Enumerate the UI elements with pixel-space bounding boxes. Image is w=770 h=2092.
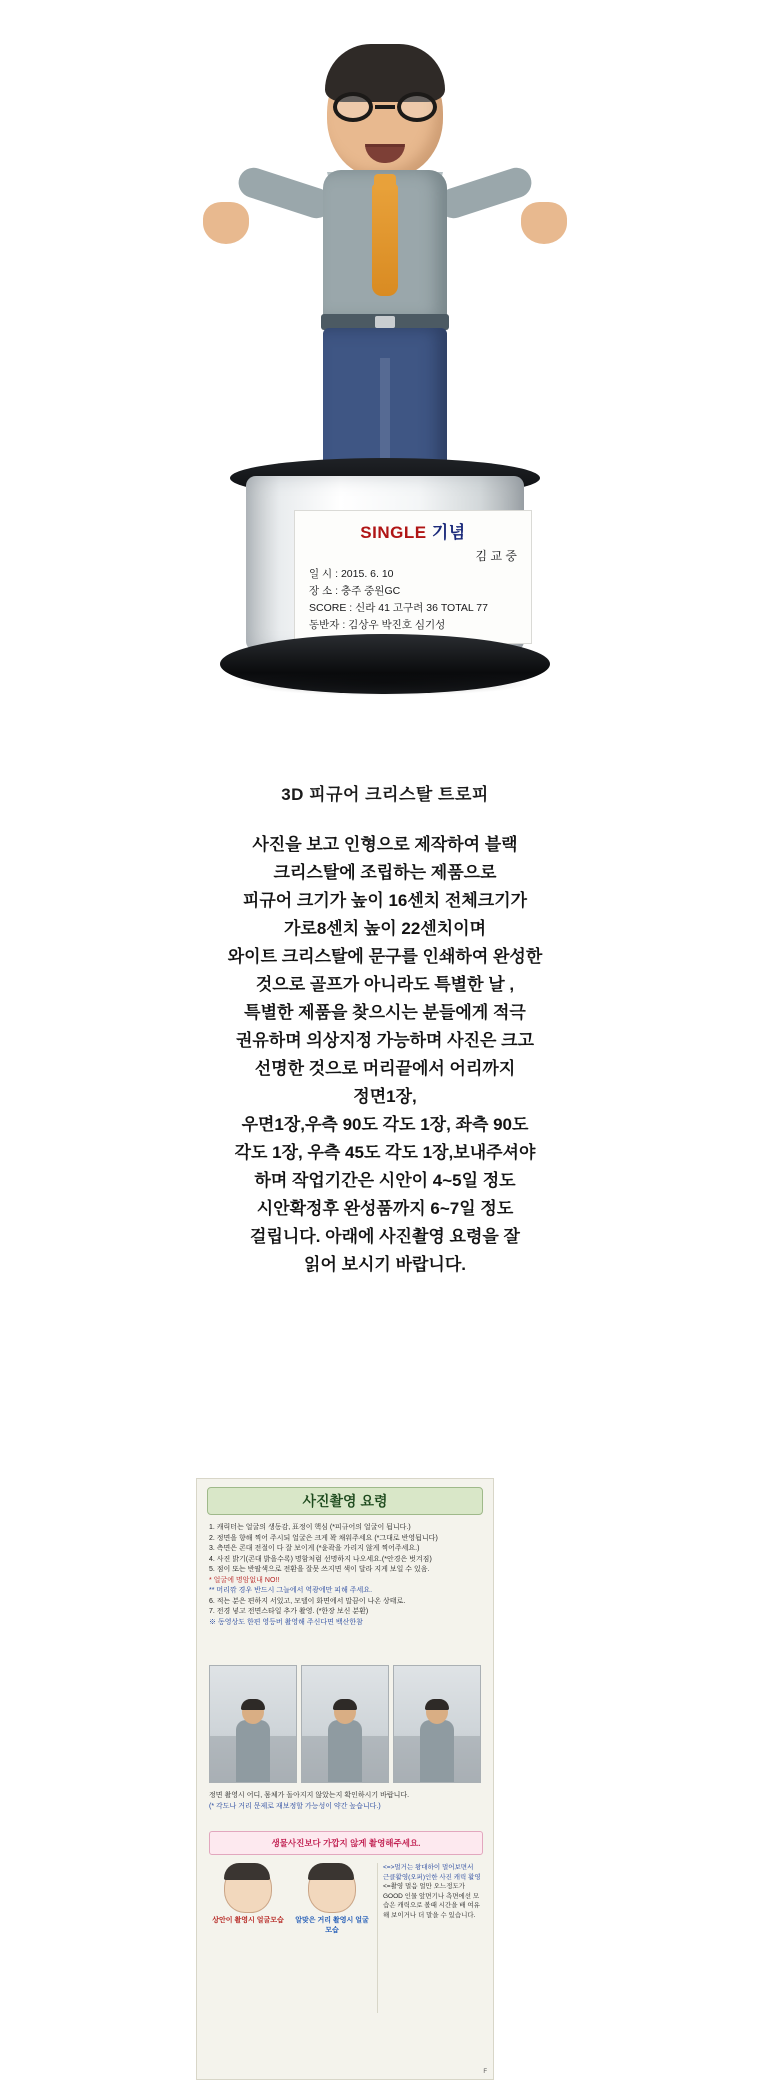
description-line: 선명한 것으로 머리끝에서 어리까지	[254, 1059, 516, 1078]
glasses-icon	[333, 92, 437, 122]
description-line: 와이트 크리스탈에 문구를 인쇄하여 완성한	[227, 947, 543, 966]
sample-photo-body	[328, 1720, 362, 1782]
sample-photo-angle	[393, 1665, 481, 1783]
product-description	[0, 780, 770, 1279]
photo-guide-leaflet	[196, 1478, 494, 2080]
leaflet-photo-strip	[209, 1665, 481, 1783]
comparison-explanation-line: <=>멀거는 왕대하이 멀어보면서 근클활영(오퍼)인한 사진 캐릭 활영	[383, 1864, 481, 1881]
engraved-plate	[294, 510, 532, 644]
description-line: 시안확정후 완성품까지 6~7일 정도	[256, 1199, 514, 1218]
description-line: 정면1장,	[353, 1087, 417, 1106]
plate-line-partners: 동반자 : 김상우 박진호 심기성	[309, 619, 446, 631]
product-photo	[95, 18, 675, 758]
comparison-good-label: 알맞은 거리 촬영시 얼굴모습	[295, 1917, 369, 1934]
description-line: 사진을 보고 인형으로 제작하여 블랙	[252, 835, 518, 854]
comparison-explanation	[377, 1863, 481, 2013]
comparison-good	[293, 1863, 371, 2013]
plate-recipient-name: 김 교 중	[475, 549, 517, 563]
sample-photo-hair	[425, 1699, 449, 1710]
sample-photo-front	[209, 1665, 297, 1783]
description-title: 3D 피규어 크리스탈 트로피	[281, 785, 489, 804]
leaflet-instruction: 6. 적는 분은 편하지 서있고, 모델이 화면에서 말끔이 나온 상태로.	[209, 1597, 406, 1605]
leaflet-warning-box: 생물사진보다 가깝지 않게 촬영해주세요.	[209, 1831, 483, 1855]
description-line: 피규어 크기가 높이 16센치 전체크기가	[242, 891, 528, 910]
description-line: 크리스탈에 조립하는 제품으로	[273, 863, 497, 882]
figure-right-hand	[521, 202, 567, 244]
comparison-explanation-line: <=촬영 멀음 얼만 오느정도가 GOOD 인물 앞면기나 측면에선 모습은 캐릭으로 볼때 시간을 배 여유해 보이거나 더 말을 수 있습니다.	[383, 1883, 480, 1919]
glasses-left-lens	[333, 92, 373, 122]
sample-photo-hair	[241, 1699, 265, 1710]
plate-title-sub: 기념	[431, 523, 466, 542]
figure-necktie	[372, 184, 398, 296]
plate-title-main: SINGLE	[360, 523, 427, 542]
leaflet-instruction: 4. 사진 밝기(콘대 밝을수록) 명함처럼 선명하지 나오세요.(*안경은 벗겨짐)	[209, 1555, 432, 1563]
figure-left-hand	[203, 202, 249, 244]
crystal-body	[246, 476, 524, 651]
description-line: 가로8센치 높이 22센치이며	[283, 919, 487, 938]
sample-photo-body	[236, 1720, 270, 1782]
face-icon-bad	[224, 1863, 272, 1913]
leaflet-instruction: 3. 측면은 콘대 전절이 다 잘 보이게 (*윤곽을 가리지 않게 찍어주세요.)	[209, 1545, 420, 1552]
trophy-shadow	[238, 670, 532, 696]
description-body	[0, 831, 770, 1279]
comparison-bad	[209, 1863, 287, 2013]
description-line: 읽어 보시기 바랍니다.	[304, 1255, 466, 1274]
leaflet-instruction: 1. 캐릭터는 얼굴의 생동감, 표정이 핵심 (*피규어의 얼굴이 됩니다.)	[209, 1524, 411, 1531]
figure-belt-buckle	[375, 316, 395, 328]
leaflet-instruction-highlight: * 얼굴에 명암없내 NO!!	[209, 1576, 280, 1584]
leaflet-instruction: 7. 전경 넣고 전면스타일 추가 촬영. (*한장 보신 분환)	[209, 1608, 369, 1615]
leaflet-note-line: 정면 촬영시 어디, 몸체가 돌아지지 않았는지 확인하시기 바랍니다.	[209, 1792, 410, 1799]
face-icon-good	[308, 1863, 356, 1913]
glasses-right-lens	[397, 92, 437, 122]
leaflet-instruction: 5. 점이 또는 반팔색으로 전환을 잘못 쓰지면 색이 달라 지게 보일 수 있음.	[209, 1566, 430, 1573]
description-line: 것으로 골프가 아니라도 특별한 날 ,	[255, 975, 515, 994]
leaflet-instruction-note: ** 머리깎 경우 반드시 그늘에서 역광에만 피해 주세요.	[209, 1587, 373, 1594]
plate-line-place: 장 소 : 충주 중원GC	[309, 585, 401, 597]
sample-photo-side	[301, 1665, 389, 1783]
plate-line-score: SCORE : 신라 41 고구려 36 TOTAL 77	[309, 602, 488, 614]
description-line: 하며 작업기간은 시안이 4~5일 정도	[254, 1171, 516, 1190]
leaflet-instruction-extra: ※ 동영상도 한편 영등버 촬영해 주신다면 백산한참	[209, 1618, 363, 1626]
leaflet-corner-mark: F	[483, 2069, 487, 2075]
trophy-base	[220, 458, 550, 708]
leaflet-instruction: 2. 정면을 향해 찍어 주시되 얼굴은 크게 꽉 채워주세요 (*그대로 반영됩니다)	[209, 1534, 438, 1542]
leaflet-heading: 사진촬영 요령	[207, 1487, 483, 1515]
leaflet-instruction-list	[209, 1523, 481, 1628]
glasses-bridge	[375, 105, 395, 109]
description-line: 우면1장,우측 90도 각도 1장, 좌측 90도	[241, 1115, 529, 1134]
leaflet-comparison	[209, 1863, 481, 2013]
plate-line-date: 일 시 : 2015. 6. 10	[309, 568, 394, 580]
sample-photo-body	[420, 1720, 454, 1782]
leaflet-note	[209, 1791, 481, 1812]
comparison-bad-label: 상안이 촬영시 얼굴모습	[212, 1917, 284, 1924]
description-line: 특별한 제품을 찾으시는 분들에게 적극	[244, 1003, 526, 1022]
figure-left-arm	[235, 164, 336, 222]
description-line: 걸립니다. 아래에 사진촬영 요령을 잘	[250, 1227, 520, 1246]
description-line: 권유하며 의상지정 가능하며 사진은 크고	[235, 1031, 535, 1050]
figure-right-arm	[435, 164, 536, 222]
leaflet-note-line: (* 각도나 거리 문제로 재보정할 가능성이 약간 높습니다.)	[209, 1802, 381, 1810]
figure-bobblehead	[240, 48, 530, 488]
description-line: 각도 1장, 우측 45도 각도 1장,보내주셔야	[234, 1143, 536, 1162]
sample-photo-hair	[333, 1699, 357, 1710]
figure-trousers	[323, 328, 447, 478]
plate-title	[295, 518, 531, 543]
